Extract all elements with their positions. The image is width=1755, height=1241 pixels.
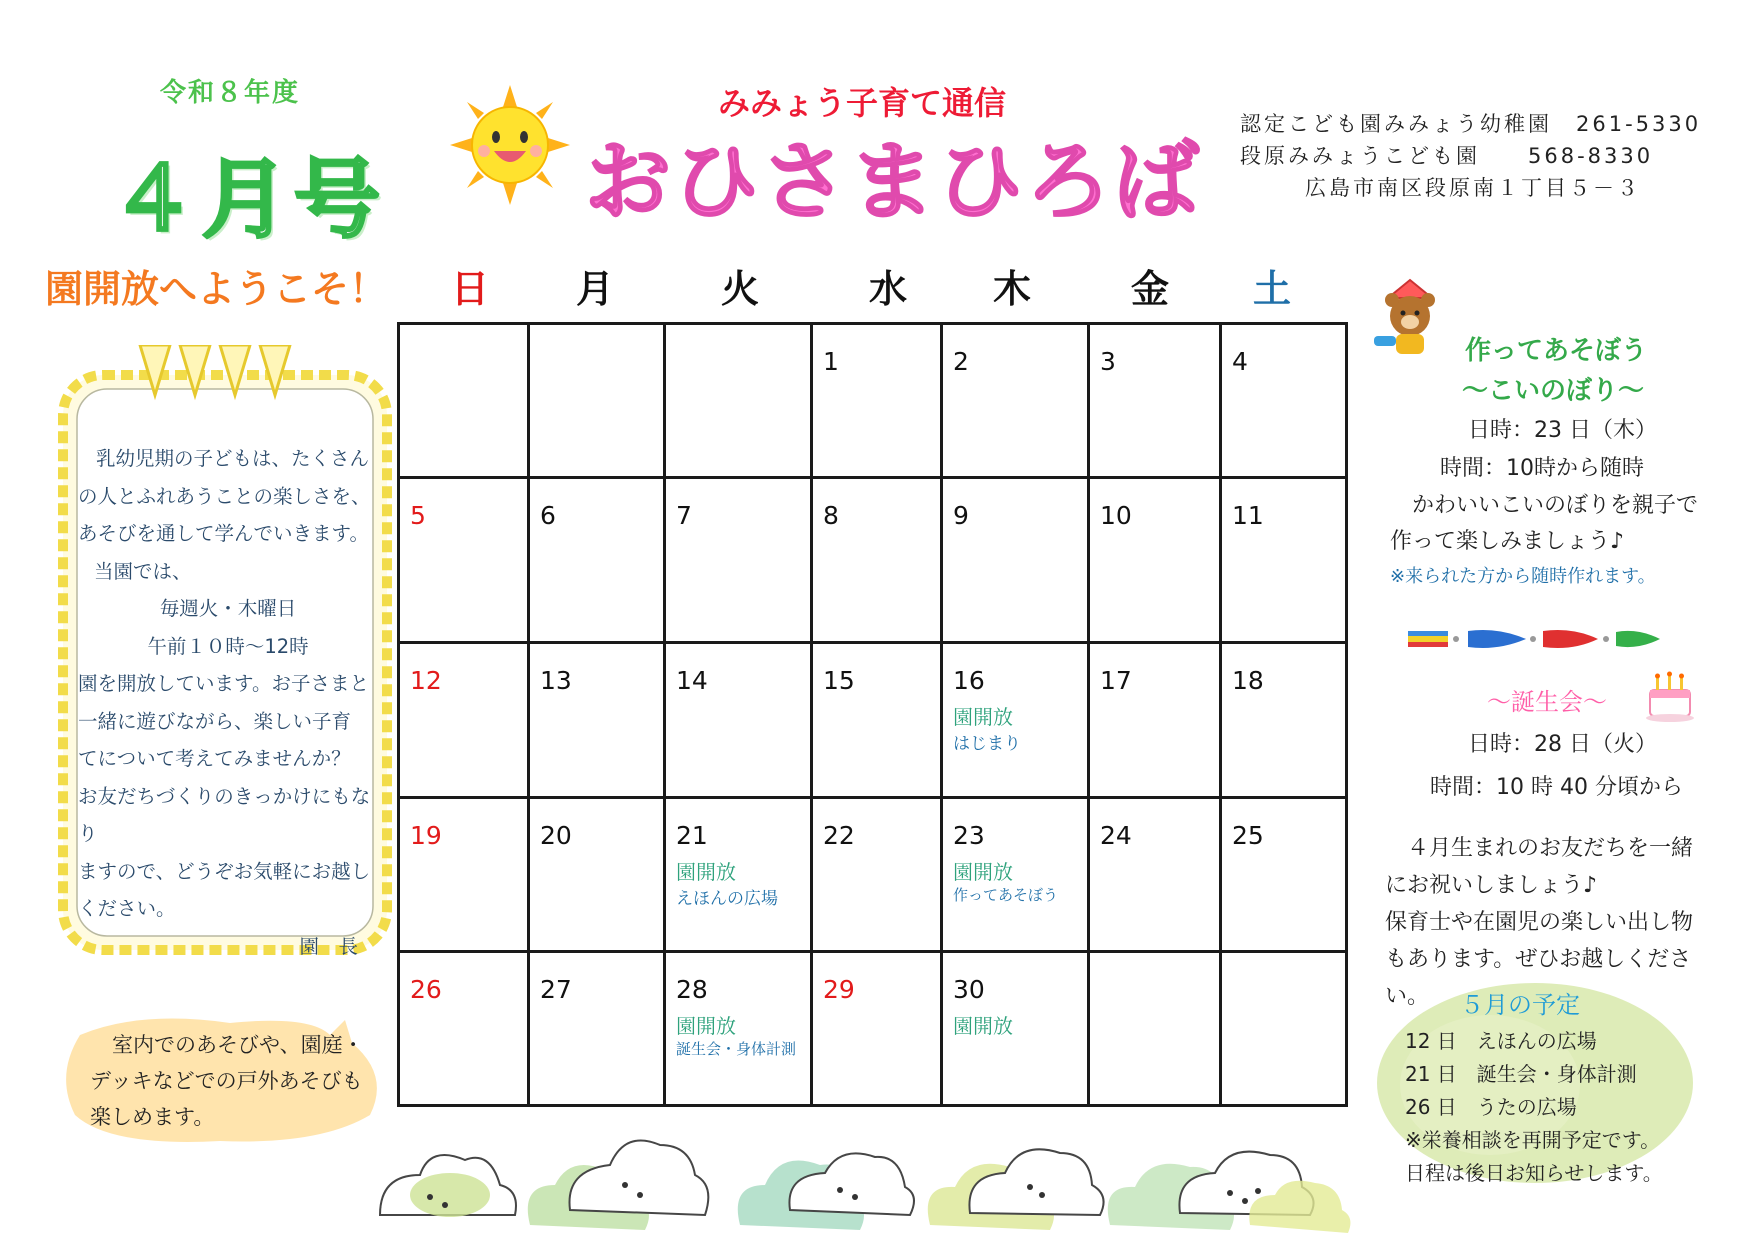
calendar-day-cell (399, 797, 529, 951)
welcome-message (78, 440, 378, 965)
day-number: 4 (1232, 347, 1248, 376)
day-number: 12 (410, 666, 442, 696)
carp-streamer-icon (1408, 625, 1678, 653)
calendar-day-cell (812, 324, 942, 478)
calendar-week (399, 797, 1347, 951)
birthday-desc-line: ４月生まれのお友だちを一緒 (1407, 836, 1694, 861)
message-line: 毎週火・木曜日 (159, 597, 297, 620)
calendar-day-cell (399, 643, 529, 797)
welcome-heading: 園開放へようこそ！ (45, 267, 388, 311)
message-line: ください。 (78, 897, 176, 920)
fiscal-year: 令和８年度 (160, 78, 301, 108)
weekday-thu: 木 (992, 267, 1031, 311)
event1-note: ※来られた方から随時作れます。 (1390, 566, 1656, 587)
day-number: 28 (676, 974, 708, 1004)
calendar-grid (397, 322, 1348, 1107)
calendar-day-cell (399, 951, 529, 1105)
may-schedule-heading: ５月の予定 (1460, 991, 1580, 1019)
day-number: 22 (823, 820, 855, 850)
birthday-cake-icon (1642, 668, 1698, 724)
may-item: 26 日 うたの広場 (1405, 1095, 1577, 1119)
event-label: 園開放 (676, 1013, 736, 1038)
calendar-day-cell (1089, 797, 1221, 951)
outdoor-line: 楽しめます。 (90, 1105, 215, 1129)
birthday-desc-line: もあります。ぜひお越しください。 (1385, 947, 1692, 1009)
may-item: ※栄養相談を再開予定です。 (1405, 1128, 1661, 1152)
contact-address: 広島市南区段原南１丁目５－３ (1305, 176, 1641, 200)
day-number: 13 (540, 666, 572, 696)
message-line: 当園では、 (94, 559, 192, 583)
calendar-day-cell (942, 951, 1089, 1105)
event1-subtitle: ～こいのぼり～ (1462, 376, 1645, 406)
calendar-day-cell (1221, 478, 1347, 643)
calendar-day-cell (1089, 324, 1221, 478)
day-number: 6 (540, 501, 556, 531)
weekday-wed: 水 (868, 267, 907, 311)
day-number: 23 (953, 820, 985, 850)
message-line: てについて考えてみませんか？ (78, 747, 351, 770)
calendar-day-cell (529, 951, 665, 1105)
event-label: 園開放 (953, 859, 1013, 884)
day-number: 18 (1232, 666, 1264, 696)
message-line: ますので、どうぞお気軽にお越し (78, 859, 371, 883)
calendar-day-cell (665, 643, 812, 797)
event-detail: はじまり (953, 734, 1021, 755)
event1-time: 時間：10時から随時 (1440, 456, 1644, 481)
day-number: 1 (823, 347, 839, 376)
calendar-day-cell (1221, 951, 1347, 1105)
calendar-day-cell (1221, 643, 1347, 797)
event-detail: 誕生会・身体計測 (676, 1039, 797, 1058)
message-signature: 園 長 (299, 934, 358, 958)
calendar-week (399, 951, 1347, 1105)
outdoor-note (90, 1027, 380, 1135)
message-line: 園を開放しています。お子さまと (78, 672, 369, 695)
birthday-time: 時間：10 時 40 分頃から (1430, 775, 1683, 800)
message-line: お友だちづくりのきっかけにもなり (78, 784, 371, 845)
calendar-day-cell (529, 478, 665, 643)
birthday-desc-line: 保育士や在園児の楽しい出し物 (1385, 910, 1694, 935)
calendar-day-cell (812, 478, 942, 643)
day-number: 25 (1232, 820, 1264, 850)
outdoor-line: 室内でのあそびや、園庭・ (112, 1033, 364, 1057)
calendar-day-cell (1089, 478, 1221, 643)
calendar-day-cell (529, 324, 665, 478)
calendar-day-cell (812, 797, 942, 951)
event1-title: 作ってあそぼう (1465, 336, 1648, 366)
may-item: 12 日 えほんの広場 (1405, 1029, 1597, 1053)
calendar-week (399, 643, 1347, 797)
calendar-day-cell (1089, 951, 1221, 1105)
calendar-day-cell (942, 643, 1089, 797)
day-number: 26 (410, 974, 442, 1004)
calendar-day-cell (665, 478, 812, 643)
day-number: 10 (1100, 501, 1132, 531)
weekday-mon: 月 (575, 267, 614, 311)
event-label: 園開放 (676, 859, 736, 884)
day-number: 27 (540, 974, 572, 1004)
may-item: 21 日 誕生会・身体計測 (1405, 1062, 1637, 1086)
message-line: 一緒に遊びながら、楽しい子育 (78, 709, 352, 733)
calendar-day-cell (529, 643, 665, 797)
calendar-day-cell (665, 324, 812, 478)
calendar-day-cell (942, 324, 1089, 478)
weekday-fri: 金 (1130, 267, 1169, 311)
day-number: 11 (1232, 501, 1264, 531)
day-number: 8 (823, 501, 839, 531)
day-number: 3 (1100, 347, 1116, 376)
calendar-day-cell (812, 951, 942, 1105)
bushes-decoration (370, 1115, 1360, 1240)
event-label: 園開放 (953, 1013, 1013, 1038)
event1-desc-1: かわいいこいのぼりを親子で (1412, 493, 1699, 518)
calendar-day-cell (1221, 324, 1347, 478)
bear-icon (1370, 278, 1450, 363)
event-label: 園開放 (953, 705, 1013, 730)
event1-desc-2: 作って楽しみましょう♪ (1390, 529, 1625, 554)
calendar-day-cell (399, 324, 529, 478)
message-line: 乳幼児期の子どもは、たくさん (96, 447, 370, 470)
event-detail: えほんの広場 (676, 888, 778, 909)
day-number: 19 (410, 820, 442, 850)
day-number: 5 (410, 501, 426, 531)
day-number: 14 (676, 666, 708, 696)
day-number: 24 (1100, 820, 1132, 850)
contact-line-1: 認定こども園みみょう幼稚園 261-5330 (1240, 112, 1702, 136)
message-line: あそびを通して学んでいきます。 (78, 522, 369, 545)
contact-line-2: 段原みみょうこども園 568-8330 (1240, 144, 1654, 168)
day-number: 16 (953, 666, 985, 696)
calendar-day-cell (1089, 643, 1221, 797)
day-number: 29 (823, 974, 855, 1004)
calendar-day-cell (942, 478, 1089, 643)
issue-month: ４月号 (110, 150, 386, 250)
message-line: 午前１０時～12時 (147, 634, 309, 658)
birthday-desc-line: にお祝いしましょう♪ (1385, 873, 1598, 898)
day-number: 30 (953, 974, 985, 1004)
message-line: の人とふれあうことの楽しさを、 (78, 484, 371, 508)
calendar-week (399, 324, 1347, 478)
calendar-day-cell (529, 797, 665, 951)
event-detail: 作ってあそぼう (953, 885, 1059, 904)
day-number: 15 (823, 666, 855, 696)
calendar-day-cell (399, 478, 529, 643)
sun-icon (450, 85, 570, 205)
outdoor-line: デッキなどでの戸外あそびも (90, 1069, 363, 1093)
birthday-date: 日時：28 日（火） (1468, 732, 1657, 757)
calendar-day-cell (665, 797, 812, 951)
day-number: 17 (1100, 666, 1132, 696)
newsletter-title: おひさまひろば (585, 132, 1201, 232)
day-number: 2 (953, 347, 969, 376)
day-number: 20 (540, 820, 572, 850)
calendar-day-cell (812, 643, 942, 797)
weekday-tue: 火 (720, 267, 759, 311)
event1-date: 日時：23 日（木） (1468, 418, 1657, 443)
newsletter-subtitle: みみょう子育て通信 (718, 84, 1007, 122)
calendar-week (399, 478, 1347, 643)
day-number: 9 (953, 501, 969, 531)
day-number: 21 (676, 820, 708, 850)
day-number: 7 (676, 501, 692, 531)
calendar-day-cell (665, 951, 812, 1105)
weekday-sun: 日 (450, 267, 489, 311)
calendar-day-cell (1221, 797, 1347, 951)
birthday-title: ～誕生会～ (1487, 688, 1607, 716)
calendar-day-cell (942, 797, 1089, 951)
weekday-sat: 土 (1252, 267, 1291, 311)
may-item: 日程は後日お知らせします。 (1405, 1161, 1663, 1185)
